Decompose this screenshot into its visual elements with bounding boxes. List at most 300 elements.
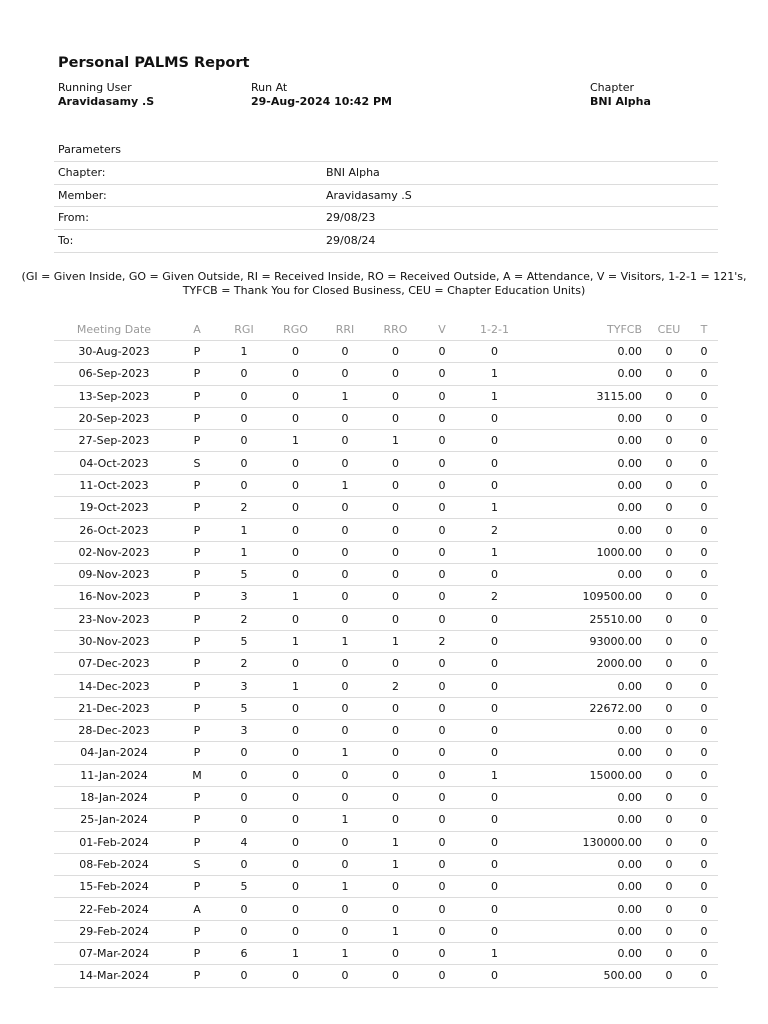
param-row (54, 230, 718, 253)
cell-t: 0 (690, 786, 718, 808)
cell-rgi: 0 (220, 430, 268, 452)
cell-rro: 0 (367, 943, 424, 965)
cell-rgi: 5 (220, 876, 268, 898)
table-row (54, 675, 718, 697)
cell-attendance: P (174, 341, 220, 363)
cell-tyfcb: 0.00 (529, 341, 648, 363)
cell-rgo: 0 (268, 407, 323, 429)
cell-tyfcb: 0.00 (529, 876, 648, 898)
cell-rgi: 3 (220, 675, 268, 697)
cell-ceu: 0 (648, 541, 690, 563)
legend-line-2: TYFCB = Thank You for Closed Business, CEU = Chapter Education Units) (182, 284, 586, 297)
cell-attendance: P (174, 586, 220, 608)
cell-tyfcb: 2000.00 (529, 653, 648, 675)
table-header-row (54, 318, 718, 341)
cell-rgi: 0 (220, 853, 268, 875)
cell-ceu: 0 (648, 452, 690, 474)
cell-one-to-one: 1 (460, 497, 529, 519)
chapter-label: Chapter (590, 81, 634, 94)
cell-rri: 0 (323, 430, 367, 452)
cell-ceu: 0 (648, 898, 690, 920)
cell-meeting-date: 18-Jan-2024 (54, 786, 174, 808)
param-label: Member: (58, 188, 107, 202)
cell-visitors: 2 (424, 630, 460, 652)
column-header-rgi: RGI (234, 322, 254, 336)
running-user-value: Aravidasamy .S (58, 95, 155, 108)
cell-rri: 1 (323, 943, 367, 965)
cell-t: 0 (690, 898, 718, 920)
param-label: Chapter: (58, 166, 106, 179)
table-row (54, 831, 718, 853)
param-value: 29/08/24 (326, 234, 376, 248)
cell-rri: 0 (323, 764, 367, 786)
cell-ceu: 0 (648, 430, 690, 452)
cell-meeting-date: 08-Feb-2024 (54, 853, 174, 875)
cell-rgo: 0 (268, 742, 323, 764)
cell-attendance: P (174, 519, 220, 541)
cell-tyfcb: 0.00 (529, 452, 648, 474)
cell-one-to-one: 0 (460, 720, 529, 742)
param-row (54, 207, 718, 230)
cell-meeting-date: 20-Sep-2023 (54, 407, 174, 429)
cell-visitors: 0 (424, 608, 460, 630)
cell-rri: 0 (323, 341, 367, 363)
cell-rgi: 0 (220, 965, 268, 987)
report-title: Personal PALMS Report (58, 55, 250, 71)
cell-attendance: M (174, 764, 220, 786)
cell-rgo: 0 (268, 541, 323, 563)
cell-rri: 0 (323, 853, 367, 875)
cell-t: 0 (690, 541, 718, 563)
cell-tyfcb: 0.00 (529, 853, 648, 875)
cell-rgo: 0 (268, 519, 323, 541)
running-user-block (58, 81, 154, 109)
cell-one-to-one: 0 (460, 430, 529, 452)
cell-one-to-one: 0 (460, 452, 529, 474)
cell-visitors: 0 (424, 341, 460, 363)
cell-rri: 0 (323, 653, 367, 675)
run-at-value: 29-Aug-2024 10:42 PM (251, 95, 392, 108)
table-row (54, 653, 718, 675)
cell-rri: 1 (323, 474, 367, 496)
cell-one-to-one: 0 (460, 831, 529, 853)
table-row (54, 407, 718, 429)
cell-ceu: 0 (648, 519, 690, 541)
cell-tyfcb: 0.00 (529, 363, 648, 385)
table-row (54, 385, 718, 407)
cell-ceu: 0 (648, 943, 690, 965)
cell-rri: 0 (323, 586, 367, 608)
table-row (54, 697, 718, 719)
table-row (54, 764, 718, 786)
cell-ceu: 0 (648, 675, 690, 697)
param-value: Aravidasamy .S (326, 188, 412, 202)
cell-rgi: 0 (220, 474, 268, 496)
cell-one-to-one: 2 (460, 519, 529, 541)
cell-rgi: 0 (220, 920, 268, 942)
cell-attendance: P (174, 563, 220, 585)
cell-visitors: 0 (424, 764, 460, 786)
column-header-t: T (700, 322, 708, 336)
cell-meeting-date: 28-Dec-2023 (54, 720, 174, 742)
param-row (54, 162, 718, 185)
cell-rro: 0 (367, 786, 424, 808)
cell-rri: 1 (323, 630, 367, 652)
cell-ceu: 0 (648, 474, 690, 496)
cell-t: 0 (690, 563, 718, 585)
cell-one-to-one: 0 (460, 653, 529, 675)
cell-meeting-date: 11-Oct-2023 (54, 474, 174, 496)
cell-rgi: 2 (220, 653, 268, 675)
cell-rri: 0 (323, 720, 367, 742)
cell-one-to-one: 0 (460, 920, 529, 942)
cell-rgo: 0 (268, 385, 323, 407)
cell-attendance: S (174, 452, 220, 474)
cell-rgo: 0 (268, 474, 323, 496)
cell-visitors: 0 (424, 675, 460, 697)
cell-rgi: 0 (220, 407, 268, 429)
cell-meeting-date: 04-Oct-2023 (54, 452, 174, 474)
cell-visitors: 0 (424, 407, 460, 429)
column-header-rro: RRO (383, 322, 408, 336)
cell-attendance: P (174, 497, 220, 519)
cell-visitors: 0 (424, 474, 460, 496)
cell-rro: 0 (367, 497, 424, 519)
cell-ceu: 0 (648, 608, 690, 630)
cell-rro: 0 (367, 363, 424, 385)
cell-tyfcb: 0.00 (529, 519, 648, 541)
cell-rri: 1 (323, 876, 367, 898)
cell-tyfcb: 130000.00 (529, 831, 648, 853)
cell-meeting-date: 26-Oct-2023 (54, 519, 174, 541)
cell-rri: 0 (323, 452, 367, 474)
cell-rro: 0 (367, 742, 424, 764)
cell-tyfcb: 1000.00 (529, 541, 648, 563)
cell-attendance: P (174, 474, 220, 496)
cell-attendance: P (174, 675, 220, 697)
running-user-label: Running User (58, 81, 132, 94)
cell-rgo: 0 (268, 608, 323, 630)
cell-rgo: 0 (268, 965, 323, 987)
cell-visitors: 0 (424, 786, 460, 808)
cell-one-to-one: 2 (460, 586, 529, 608)
cell-t: 0 (690, 363, 718, 385)
cell-meeting-date: 15-Feb-2024 (54, 876, 174, 898)
table-row (54, 341, 718, 363)
column-header-ceu: CEU (657, 322, 681, 336)
cell-rgi: 3 (220, 720, 268, 742)
cell-rro: 0 (367, 697, 424, 719)
cell-meeting-date: 21-Dec-2023 (54, 697, 174, 719)
table-row (54, 853, 718, 875)
cell-one-to-one: 0 (460, 407, 529, 429)
cell-rro: 0 (367, 452, 424, 474)
cell-rri: 0 (323, 898, 367, 920)
cell-attendance: P (174, 608, 220, 630)
cell-rgi: 0 (220, 809, 268, 831)
cell-t: 0 (690, 519, 718, 541)
cell-visitors: 0 (424, 853, 460, 875)
cell-rgi: 1 (220, 519, 268, 541)
cell-attendance: P (174, 831, 220, 853)
cell-visitors: 0 (424, 497, 460, 519)
cell-one-to-one: 1 (460, 764, 529, 786)
param-value: BNI Alpha (326, 166, 380, 179)
cell-rro: 1 (367, 430, 424, 452)
cell-one-to-one: 0 (460, 697, 529, 719)
cell-visitors: 0 (424, 452, 460, 474)
cell-rri: 0 (323, 965, 367, 987)
cell-rri: 0 (323, 541, 367, 563)
cell-rgo: 1 (268, 630, 323, 652)
cell-rro: 0 (367, 385, 424, 407)
cell-rgi: 0 (220, 764, 268, 786)
table-row (54, 742, 718, 764)
cell-rri: 0 (323, 786, 367, 808)
table-row (54, 519, 718, 541)
cell-tyfcb: 0.00 (529, 430, 648, 452)
cell-rgo: 0 (268, 898, 323, 920)
cell-rgo: 0 (268, 786, 323, 808)
cell-one-to-one: 1 (460, 541, 529, 563)
cell-t: 0 (690, 586, 718, 608)
cell-ceu: 0 (648, 720, 690, 742)
cell-attendance: P (174, 742, 220, 764)
cell-rgi: 6 (220, 943, 268, 965)
cell-rri: 0 (323, 920, 367, 942)
cell-rri: 0 (323, 831, 367, 853)
cell-meeting-date: 09-Nov-2023 (54, 563, 174, 585)
cell-rgo: 0 (268, 653, 323, 675)
column-header-meeting-date: Meeting Date (76, 322, 152, 336)
cell-rgo: 0 (268, 809, 323, 831)
column-header-one-to-one: 1-2-1 (480, 322, 509, 336)
cell-t: 0 (690, 742, 718, 764)
cell-one-to-one: 1 (460, 943, 529, 965)
cell-visitors: 0 (424, 586, 460, 608)
cell-rro: 0 (367, 898, 424, 920)
cell-tyfcb: 0.00 (529, 786, 648, 808)
cell-rro: 0 (367, 541, 424, 563)
cell-rgi: 5 (220, 697, 268, 719)
cell-one-to-one: 1 (460, 385, 529, 407)
cell-tyfcb: 0.00 (529, 474, 648, 496)
cell-t: 0 (690, 630, 718, 652)
cell-t: 0 (690, 407, 718, 429)
cell-rgo: 0 (268, 341, 323, 363)
cell-tyfcb: 22672.00 (529, 697, 648, 719)
table-row (54, 586, 718, 608)
cell-attendance: P (174, 965, 220, 987)
cell-rri: 0 (323, 563, 367, 585)
column-header-visitors: V (438, 322, 446, 336)
cell-meeting-date: 01-Feb-2024 (54, 831, 174, 853)
table-row (54, 920, 718, 942)
cell-ceu: 0 (648, 920, 690, 942)
cell-rri: 0 (323, 407, 367, 429)
cell-rri: 0 (323, 675, 367, 697)
cell-t: 0 (690, 452, 718, 474)
cell-rgi: 3 (220, 586, 268, 608)
cell-ceu: 0 (648, 697, 690, 719)
cell-attendance: P (174, 653, 220, 675)
cell-meeting-date: 07-Mar-2024 (54, 943, 174, 965)
cell-rri: 0 (323, 519, 367, 541)
cell-rgo: 0 (268, 452, 323, 474)
cell-ceu: 0 (648, 764, 690, 786)
cell-meeting-date: 30-Aug-2023 (54, 341, 174, 363)
cell-rgi: 0 (220, 898, 268, 920)
cell-t: 0 (690, 853, 718, 875)
table-row (54, 474, 718, 496)
cell-attendance: P (174, 943, 220, 965)
cell-rgo: 1 (268, 675, 323, 697)
cell-meeting-date: 13-Sep-2023 (54, 385, 174, 407)
cell-rro: 0 (367, 720, 424, 742)
column-header-rri: RRI (335, 322, 355, 336)
cell-rgi: 2 (220, 608, 268, 630)
cell-visitors: 0 (424, 519, 460, 541)
table-row (54, 809, 718, 831)
cell-t: 0 (690, 965, 718, 987)
run-at-label: Run At (251, 81, 288, 94)
cell-tyfcb: 109500.00 (529, 586, 648, 608)
cell-rgi: 0 (220, 742, 268, 764)
table-row (54, 563, 718, 585)
cell-rro: 0 (367, 764, 424, 786)
cell-meeting-date: 06-Sep-2023 (54, 363, 174, 385)
cell-rro: 0 (367, 876, 424, 898)
cell-tyfcb: 0.00 (529, 675, 648, 697)
cell-meeting-date: 22-Feb-2024 (54, 898, 174, 920)
cell-meeting-date: 19-Oct-2023 (54, 497, 174, 519)
table-row (54, 965, 718, 987)
cell-rgi: 2 (220, 497, 268, 519)
cell-rgi: 0 (220, 385, 268, 407)
cell-t: 0 (690, 720, 718, 742)
cell-one-to-one: 0 (460, 876, 529, 898)
cell-ceu: 0 (648, 497, 690, 519)
cell-meeting-date: 07-Dec-2023 (54, 653, 174, 675)
cell-ceu: 0 (648, 809, 690, 831)
cell-rro: 0 (367, 341, 424, 363)
cell-meeting-date: 14-Mar-2024 (54, 965, 174, 987)
cell-rgo: 1 (268, 430, 323, 452)
cell-rro: 0 (367, 519, 424, 541)
cell-attendance: P (174, 541, 220, 563)
cell-one-to-one: 0 (460, 898, 529, 920)
cell-rri: 1 (323, 385, 367, 407)
cell-attendance: S (174, 853, 220, 875)
cell-visitors: 0 (424, 809, 460, 831)
cell-t: 0 (690, 764, 718, 786)
cell-one-to-one: 0 (460, 809, 529, 831)
cell-one-to-one: 0 (460, 853, 529, 875)
cell-rro: 2 (367, 675, 424, 697)
param-value: 29/08/23 (326, 211, 376, 225)
cell-meeting-date: 30-Nov-2023 (54, 630, 174, 652)
table-row (54, 898, 718, 920)
cell-rgi: 1 (220, 541, 268, 563)
table-row (54, 630, 718, 652)
cell-rgi: 4 (220, 831, 268, 853)
cell-visitors: 0 (424, 697, 460, 719)
cell-one-to-one: 0 (460, 675, 529, 697)
column-header-rgo: RGO (283, 322, 308, 336)
cell-rgo: 0 (268, 764, 323, 786)
cell-one-to-one: 0 (460, 341, 529, 363)
cell-meeting-date: 11-Jan-2024 (54, 764, 174, 786)
cell-rgi: 0 (220, 452, 268, 474)
table-row (54, 943, 718, 965)
cell-one-to-one: 0 (460, 965, 529, 987)
cell-ceu: 0 (648, 965, 690, 987)
cell-rri: 0 (323, 608, 367, 630)
cell-t: 0 (690, 697, 718, 719)
column-header-tyfcb: TYFCB (607, 322, 642, 336)
cell-t: 0 (690, 608, 718, 630)
cell-rri: 0 (323, 697, 367, 719)
chapter-block (590, 81, 651, 109)
cell-attendance: P (174, 809, 220, 831)
cell-ceu: 0 (648, 363, 690, 385)
column-header-attendance: A (193, 322, 201, 336)
cell-attendance: P (174, 720, 220, 742)
table-row (54, 497, 718, 519)
param-row (54, 185, 718, 208)
cell-rgo: 0 (268, 563, 323, 585)
cell-visitors: 0 (424, 563, 460, 585)
cell-t: 0 (690, 831, 718, 853)
cell-tyfcb: 0.00 (529, 407, 648, 429)
cell-rgi: 0 (220, 363, 268, 385)
cell-ceu: 0 (648, 831, 690, 853)
cell-rgo: 0 (268, 831, 323, 853)
cell-visitors: 0 (424, 720, 460, 742)
cell-rri: 0 (323, 363, 367, 385)
cell-ceu: 0 (648, 742, 690, 764)
cell-meeting-date: 27-Sep-2023 (54, 430, 174, 452)
cell-t: 0 (690, 920, 718, 942)
cell-attendance: P (174, 697, 220, 719)
cell-tyfcb: 0.00 (529, 497, 648, 519)
cell-visitors: 0 (424, 876, 460, 898)
cell-rro: 1 (367, 831, 424, 853)
cell-rro: 0 (367, 608, 424, 630)
cell-visitors: 0 (424, 831, 460, 853)
cell-rro: 0 (367, 586, 424, 608)
cell-rgo: 0 (268, 363, 323, 385)
cell-rgo: 0 (268, 720, 323, 742)
cell-rgo: 0 (268, 920, 323, 942)
cell-t: 0 (690, 675, 718, 697)
cell-meeting-date: 29-Feb-2024 (54, 920, 174, 942)
cell-rgo: 0 (268, 697, 323, 719)
cell-tyfcb: 500.00 (529, 965, 648, 987)
cell-attendance: P (174, 385, 220, 407)
cell-attendance: P (174, 407, 220, 429)
cell-rro: 0 (367, 965, 424, 987)
cell-rro: 1 (367, 853, 424, 875)
table-row (54, 608, 718, 630)
cell-rgo: 1 (268, 943, 323, 965)
cell-tyfcb: 93000.00 (529, 630, 648, 652)
cell-t: 0 (690, 430, 718, 452)
cell-attendance: P (174, 920, 220, 942)
cell-rro: 1 (367, 920, 424, 942)
cell-one-to-one: 0 (460, 563, 529, 585)
cell-attendance: P (174, 430, 220, 452)
